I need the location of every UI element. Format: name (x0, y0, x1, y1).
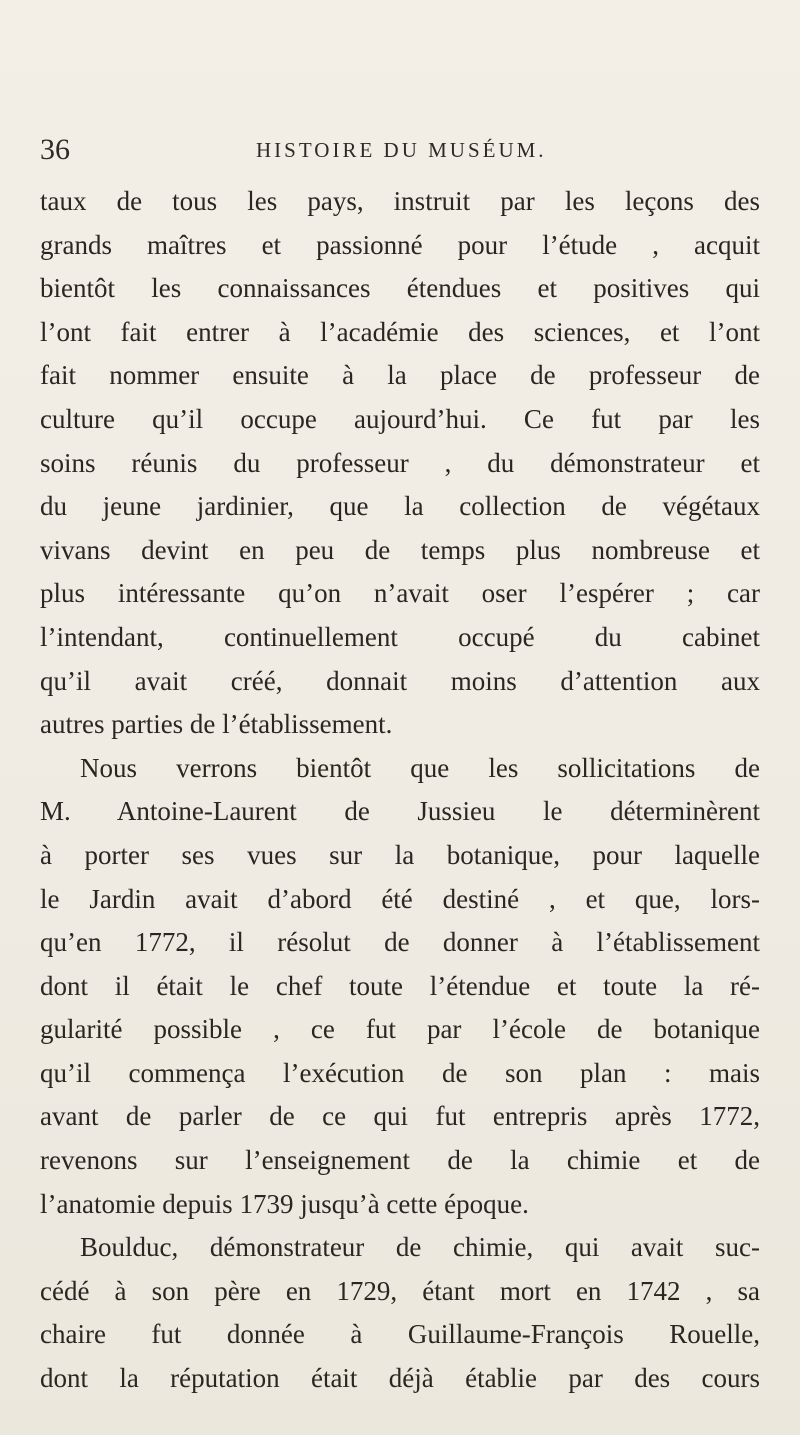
text-line: plus intéressante qu’on n’avait oser l’espérer ; car (40, 578, 760, 609)
text-line: cédé à son père en 1729, étant mort en 1742 , sa (40, 1275, 760, 1306)
text-line: chaire fut donnée à Guillaume-François Rouelle, (40, 1319, 760, 1350)
text-line: fait nommer ensuite à la place de professeur de (40, 360, 760, 391)
body-text (40, 180, 760, 1401)
text-line: avant de parler de ce qui fut entrepris après 1772, (40, 1101, 760, 1132)
text-line: gularité possible , ce fut par l’école de botanique (40, 1014, 760, 1045)
page-header (40, 130, 760, 170)
text-line: dont il était le chef toute l’étendue et toute la ré- (40, 970, 760, 1001)
text-line: revenons sur l’enseignement de la chimie et de (40, 1145, 760, 1176)
text-line: Boulduc, démonstrateur de chimie, qui avait suc- (80, 1232, 760, 1263)
page-number: 36 (40, 133, 70, 166)
running-head: HISTOIRE DU MUSÉUM. (256, 138, 547, 162)
text-line: taux de tous les pays, instruit par les leçons des (40, 186, 760, 216)
text-line: le Jardin avait d’abord été destiné , et que, lors- (40, 883, 760, 914)
text-line: l’anatomie depuis 1739 jusqu’à cette époque. (40, 1188, 529, 1219)
text-line: qu’en 1772, il résolut de donner à l’établissement (40, 927, 760, 958)
text-line: autres parties de l’établissement. (40, 709, 393, 740)
text-line: l’ont fait entrer à l’académie des sciences, et l’ont (40, 316, 760, 347)
text-line: dont la réputation était déjà établie par des cours (40, 1363, 760, 1394)
text-line: M. Antoine-Laurent de Jussieu le déterminèrent (40, 796, 760, 827)
text-line: soins réunis du professeur , du démonstrateur et (40, 447, 760, 478)
text-line: vivans devint en peu de temps plus nombreuse et (40, 534, 760, 565)
text-line: l’intendant, continuellement occupé du cabinet (40, 621, 760, 652)
text-line: grands maîtres et passionné pour l’étude , acquit (40, 229, 760, 260)
text-line: du jeune jardinier, que la collection de végétaux (40, 491, 760, 522)
text-line: culture qu’il occupe aujourd’hui. Ce fut par les (40, 403, 760, 434)
text-line: qu’il commença l’exécution de son plan : mais (40, 1057, 760, 1088)
text-line: qu’il avait créé, donnait moins d’attention aux (40, 665, 760, 696)
text-line: à porter ses vues sur la botanique, pour laquelle (40, 839, 760, 870)
text-line: bientôt les connaissances étendues et positives qui (40, 273, 760, 304)
text-line: Nous verrons bientôt que les sollicitations de (80, 752, 760, 783)
